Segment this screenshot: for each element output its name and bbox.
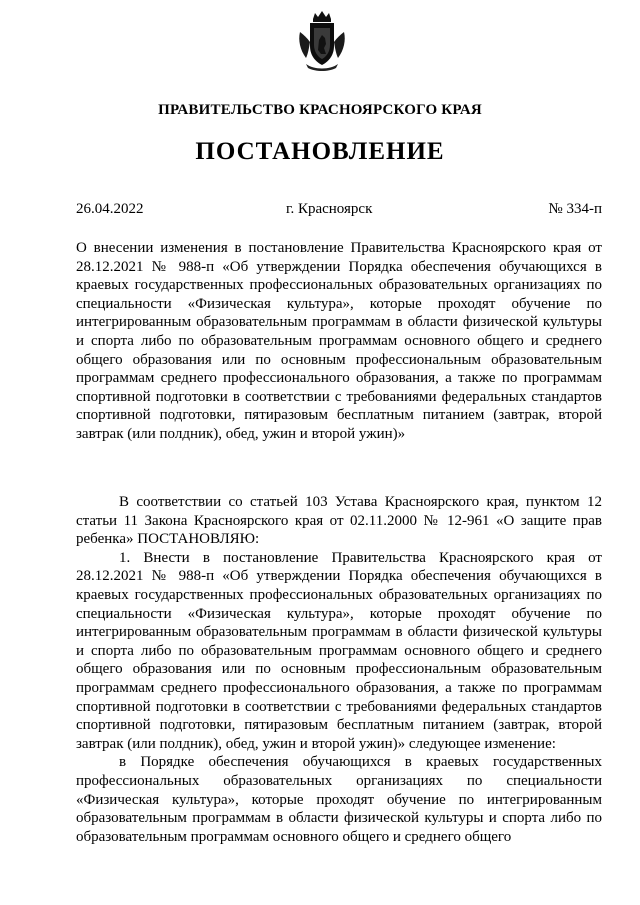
subject-text: О внесении изменения в постановление Правительства Красноярского края от 28.12.2021 № 988-п «Об утверждении Порядка обеспечения обучающихся в краевых государственных профессиональных образовательных организациях по специальности «Физическая культура», которые проходят обучение по интегрированным образовательным программам в области физической культуры и спорта либо по образовательным программам основного общего и среднего общего образования или по основным профессиональным образовательным программам среднего профессионального образования, а также по программам спортивной подготовки в соответствии с требованиями федеральных стандартов спортивной подготовки, пятиразовым бесплатным питанием (завтрак, второй завтрак (или полдник), обед, ужин и второй ужин)» [76,240,602,442]
document-body [76,493,602,846]
document-date: 26.04.2022 [76,201,144,217]
document-type-title: ПОСТАНОВЛЕНИЕ [195,138,445,165]
document-subject [76,239,602,444]
item-1-paragraph: 1. Внести в постановление Правительства Красноярского края от 28.12.2021 № 988-п «Об утверждении Порядка обеспечения обучающихся в краевых государственных профессиональных образовательных организациях по специальности «Физическая культура», которые проходят обучение по интегрированным образовательным программам в области физической культуры и спорта либо по образовательным программам основного общего и среднего общего образования или по основным профессиональным образовательным программам среднего профессионального образования, а также по программам спортивной подготовки в соответствии с требованиями федеральных стандартов спортивной подготовки, пятиразовым бесплатным питанием (завтрак, второй завтрак (или полдник), обед, ужин и второй ужин)» следующее изменение: [76,549,602,752]
preamble-paragraph: В соответствии со статьей 103 Устава Красноярского края, пунктом 12 статьи 11 Закона Красноярского края от 02.11.2000 № 12-961 «О защите прав ребенка» ПОСТАНОВЛЯЮ: [76,494,602,548]
document-place: г. Красноярск [286,201,373,217]
government-name: ПРАВИТЕЛЬСТВО КРАСНОЯРСКОГО КРАЯ [158,102,482,118]
item-1-amendment-paragraph: в Порядке обеспечения обучающихся в краевых государственных профессиональных образовательных организациях по специальности «Физическая культура», которые проходят обучение по интегрированным образовательным программам в области физической культуры и спорта либо по образовательным программам основного общего и среднего общего [76,754,602,845]
document-number: № 334-п [548,201,602,217]
krasnoyarsk-coat-of-arms-icon [296,10,348,72]
